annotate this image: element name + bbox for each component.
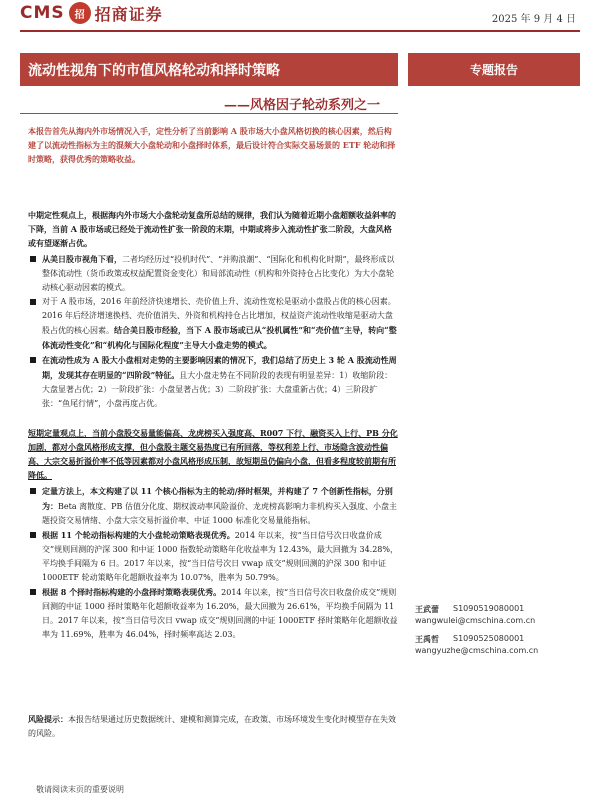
report-date: 2025 年 9 月 4 日 — [491, 14, 576, 25]
analyst-cert: S1090519080001 — [453, 604, 525, 613]
bullet-text: 2016 年前经济快速增长、壳价值上升、流动性宽松是驱动小盘股占优的核心因素。2016 年后经济增速换档、壳价值消失、外资和机构持仓占比增加，权益资产流动性收缩是驱动大盘股占优的核心因素。 — [42, 297, 396, 335]
bullet-text: 二者均经历过“投机时代”、“并购浪潮”、“国际化和机构化时期”，最终形成以整体流动性（货币政策或权益配置资金变化）和局部流动性（机构和外资持仓占比变化）为大小盘轮动核心驱动因素的模式。 — [42, 255, 395, 292]
analyst-name: 王禹哲 — [415, 634, 439, 644]
bullet-lead: 从美日股市视角下看， — [42, 254, 122, 264]
section-heading: 中期定性观点上，根据海内外市场大小盘轮动复盘所总结的规律，我们认为随着近期小盘超额收益斜率的下降，当前 A 股市场或已经处于流动性扩张一阶段的末期，中期或将步入流动性扩张二阶段，大盘风格或有望逐渐占优。 — [28, 210, 396, 248]
section-midterm — [28, 208, 398, 411]
bullet-lead: 在流动性成为 A 股大小盘相对走势的主要影响因素的情况下，我们总结了历史上 3 轮 A 股流动性周期，发现其存在明显的“四阶段”特征。 — [42, 355, 397, 380]
list-item — [28, 295, 398, 353]
risk-label: 风险提示： — [28, 714, 68, 724]
analyst-email[interactable]: wangyuzhe@cmschina.com.cn — [415, 646, 539, 655]
list-item — [28, 484, 398, 528]
list-item — [28, 252, 398, 295]
analyst-card — [415, 603, 585, 627]
report-subtitle: ——风格因子轮动系列之一 — [223, 98, 380, 113]
report-title: 流动性视角下的市值风格轮动和择时策略 — [28, 63, 280, 79]
section-heading: 短期定量观点上，当前小盘股交易量能偏高、龙虎榜买入强度高、R007 下行、融资买入上行、PB 分化加剧，都对小盘风格形成支撑，但小盘股主题交易热度已有所回落，等权利差上行、市场隐含波动性偏高、大宗交易折溢价率不低等因素都对小盘风格形成压制，故短期虽仍偏向小盘，但看多程度较前期有所降低。 — [28, 428, 398, 480]
logo-cms-text: CMS — [20, 3, 65, 23]
subtitle-divider — [20, 113, 398, 114]
analyst-card — [415, 633, 585, 657]
list-item — [28, 528, 398, 585]
risk-text: 本报告结果通过历史数据统计、建模和测算完成，在政策、市场环境发生变化时模型存在失效的风险。 — [28, 715, 396, 738]
section-shortterm — [28, 426, 398, 642]
bullet-lead: 对于 A 股市场， — [42, 297, 101, 306]
bullet-lead: 根据 8 个择时指标构建的小盘择时策略表现优秀。 — [42, 587, 222, 597]
logo-company-name: 招商证券 — [94, 4, 163, 24]
bullet-tail: 结合美日股市经验，当下 A 股市场或已从“投机属性”和“壳价值”主导，转向“整体流动性变化”和“机构化与国际化程度”主导大小盘走势的模式。 — [42, 325, 397, 350]
header-divider — [20, 30, 580, 32]
bullet-text: 2014 年以来，按“当日信号次日收盘价成交”规则回测的中证 1000 择时策略年化超额收益率为 16.20%，最大回撤为 26.61%，平均换手间隔为 11 日。2017 年以来，按“当日信号次日 vwap 成交”规则回测的中证 1000ETF 择时策略年化超额收益率为 11.69%，胜率为 46.04%，择时频率高达 2.03。 — [42, 588, 398, 639]
risk-disclosure — [28, 712, 398, 741]
company-logo — [20, 2, 163, 24]
list-item — [28, 585, 398, 642]
analyst-cert: S1090525080001 — [453, 634, 525, 643]
footer-note: 敬请阅读末页的重要说明 — [36, 785, 124, 794]
report-type: 专题报告 — [469, 63, 518, 77]
analyst-email[interactable]: wangwulei@cmschina.com.cn — [415, 616, 536, 625]
bullet-text: Beta 离散度、PB 估值分化度、期权波动率风险溢价、龙虎榜高影响力非机构买入强度、小盘主题投资交易情绪、小盘大宗交易折溢价率、中证 1000 标准化交易量能指标。 — [42, 502, 397, 525]
bullet-lead: 根据 11 个轮动指标构建的大小盘轮动策略表现优秀。 — [42, 530, 235, 540]
list-item — [28, 353, 398, 411]
intro-paragraph: 本报告首先从海内外市场情况入手，定性分析了当前影响 A 股市场大小盘风格切换的核心因素，然后构建了以流动性指标为主的混频大小盘轮动和小盘择时体系，最后设计符合实际交易场景的 ETF 轮动和择时策略，获得优秀的策略收益。 — [28, 126, 396, 164]
logo-emblem-icon: 招 — [69, 2, 91, 24]
analyst-name: 王武蕾 — [415, 604, 439, 614]
bullet-text: 2014 年以来，按“当日信号次日收盘价成交”规则回测的沪深 300 和中证 1000 指数轮动策略年化收益率为 12.43%，最大回撤为 34.28%，平均换手间隔为 6 日。2017 年以来，按“当日信号次日 vwap 成交”规则回测的沪深 300 和中证 1000ETF 轮动策略年化超额收益率为 10.07%，胜率为 50.79%。 — [42, 531, 398, 582]
bullet-lead: 定量方法上，本文构建了以 11 个核心指标为主的轮动/择时框架，并构建了 7 个创新性指标，分别为： — [42, 486, 393, 511]
bullet-text: 且大小盘走势在不同阶段的表现有明显差异：1）收缩阶段：大盘显著占优；2）一阶段扩张：小盘显著占优；3）二阶段扩张：大盘重新占优；4）三阶段扩张：“鱼尾行情”，小盘再度占优。 — [42, 371, 393, 408]
